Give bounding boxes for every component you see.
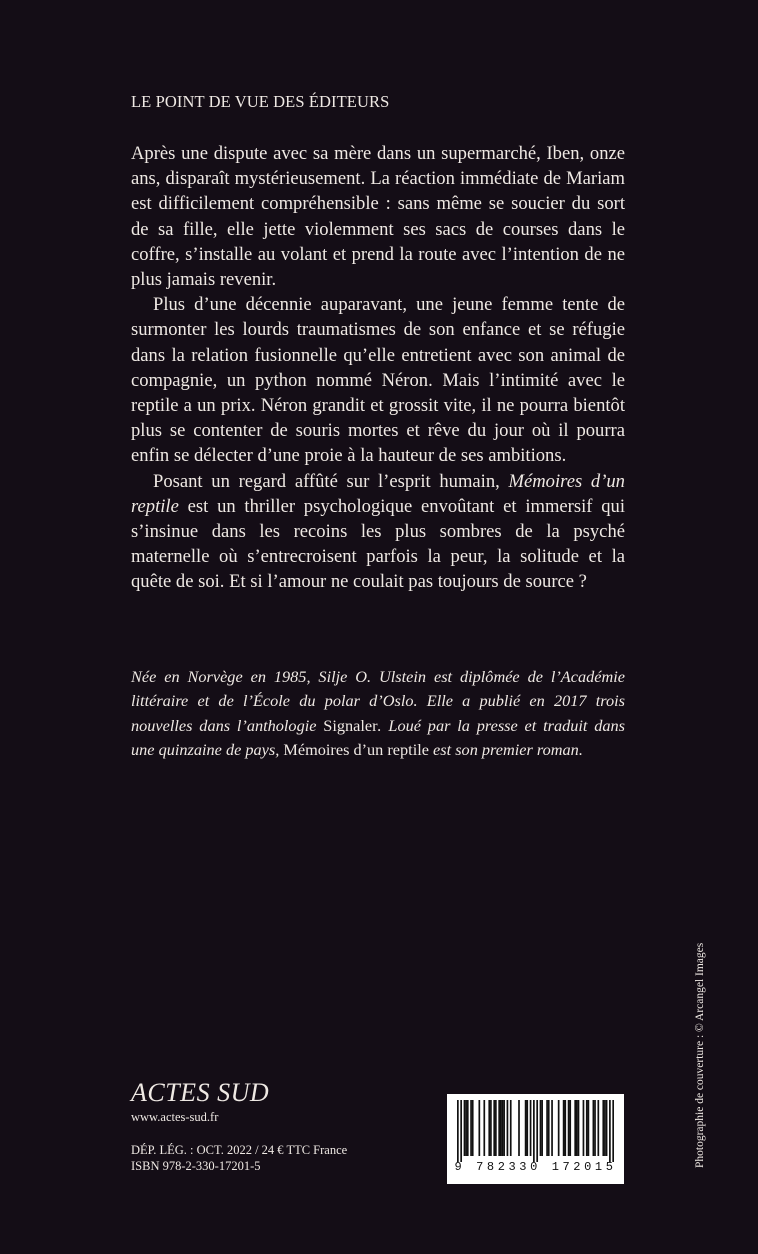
- blurb-paragraph-2: Plus d’une décennie auparavant, une jeune femme tente de surmonter les lourds traumatismes de son enfance et se réfugie dans la relation fusionnelle qu’elle entretient avec son animal de compagnie, un python nommé Néron. Mais l’intimité avec le reptile a un prix. Néron grandit et grossit vite, il ne pourra bientôt plus se contenter de souris mortes et rêve du jour où il pourra enfin se délecter d’une proie à la hauteur de ses ambitions.: [131, 294, 625, 467]
- author-bio-part-2: . Loué par la presse et traduit dans une quinzaine de pays,: [131, 715, 625, 759]
- legal-deposit: DÉP. LÉG. : OCT. 2022 / 24 € TTC France: [131, 1143, 348, 1157]
- barcode-bar: [546, 1100, 548, 1156]
- barcode-bar: [541, 1100, 543, 1156]
- barcode-bar: [564, 1100, 566, 1156]
- barcode-bar: [609, 1100, 611, 1162]
- barcode-bars: [457, 1100, 614, 1162]
- publisher-url: www.actes-sud.fr: [131, 1110, 219, 1124]
- barcode-bar: [472, 1100, 474, 1156]
- barcode-bar: [576, 1100, 578, 1156]
- barcode-bar: [507, 1100, 509, 1156]
- barcode-bar: [498, 1100, 500, 1156]
- barcode-bar: [465, 1100, 467, 1156]
- blurb-paragraph-1: Après une dispute avec sa mère dans un supermarché, Iben, onze ans, disparaît mystérieusement. La réaction immédiate de Mariam est difficilement compréhensible : sans même se soucier du sort de sa fille, elle jette violemment ses sacs de courses dans le coffre, s’installe au volant et prend la route avec l’intention de ne plus jamais revenir.: [131, 143, 625, 291]
- barcode-bar: [558, 1100, 560, 1156]
- photo-credit: Photographie de couverture : © Arcangel Images: [694, 942, 706, 1168]
- barcode-bar: [503, 1100, 505, 1156]
- barcode-bar: [612, 1100, 614, 1162]
- author-bio-part-1: Née en Norvège en 1985, Silje O. Ulstein est diplômée de l’Académie littéraire et de l’École du polar d’Oslo. Elle a publié en 2017 trois nouvelles dans l’anthologie: [131, 667, 625, 735]
- book-title: Mémoires d’un reptile: [131, 470, 625, 517]
- barcode-bar: [467, 1100, 469, 1156]
- barcode-bar: [563, 1100, 565, 1156]
- barcode-bar: [488, 1100, 490, 1156]
- barcode-bar: [510, 1100, 512, 1156]
- barcode-bar: [518, 1100, 520, 1156]
- barcode-bar: [551, 1100, 553, 1156]
- barcode-bar: [464, 1100, 466, 1156]
- barcode-bar: [574, 1100, 576, 1156]
- barcode-bar: [525, 1100, 527, 1156]
- paragraph-3-intro: Posant un regard affûté sur l’esprit humain,: [153, 470, 509, 492]
- barcode-bar: [568, 1100, 570, 1156]
- barcode-bar: [588, 1100, 590, 1156]
- barcode-bar: [530, 1100, 532, 1156]
- blurb-paragraph-3: [131, 469, 625, 595]
- publisher-logo: ACTES SUD: [131, 1078, 270, 1107]
- barcode-bar: [578, 1100, 580, 1156]
- barcode-bar: [526, 1100, 528, 1156]
- barcode-bar: [478, 1100, 480, 1156]
- blurb: [131, 141, 625, 595]
- paragraph-3-rest: est un thriller psychologique envoûtant et immersif qui s’insinue dans les recoins les plus sombres de la psyché maternelle où s’entrecroisent parfois la peur, la solitude et la quête de soi. Et si l’amour ne coulait pas toujours de source ?: [131, 495, 625, 593]
- barcode: [447, 1094, 624, 1184]
- novel-title: Mémoires d’un reptile: [283, 739, 429, 759]
- barcode-bar: [602, 1100, 604, 1156]
- legal-info: [131, 1142, 347, 1174]
- anthology-title: Signaler: [323, 715, 378, 735]
- barcode-bar: [500, 1100, 502, 1156]
- barcode-bar: [540, 1100, 542, 1156]
- barcode-bar: [604, 1100, 606, 1156]
- barcode-bar: [490, 1100, 492, 1156]
- barcode-bar: [594, 1100, 596, 1156]
- barcode-bar: [533, 1100, 535, 1162]
- barcode-bar: [586, 1100, 588, 1156]
- barcode-bar: [483, 1100, 485, 1156]
- barcode-digits: 9 782330 172015: [454, 1160, 617, 1174]
- barcode-bar: [470, 1100, 472, 1156]
- author-bio-part-3: est son premier roman.: [428, 739, 583, 759]
- barcode-bar: [548, 1100, 550, 1156]
- barcode-bar: [593, 1100, 595, 1156]
- barcode-bar: [583, 1100, 585, 1156]
- barcode-bar: [460, 1100, 462, 1162]
- barcode-bar: [495, 1100, 497, 1156]
- barcode-bar: [597, 1100, 599, 1156]
- barcode-bar: [606, 1100, 608, 1156]
- barcode-bar: [536, 1100, 538, 1162]
- barcode-bar: [457, 1100, 459, 1162]
- author-bio: [131, 665, 625, 762]
- barcode-bar: [569, 1100, 571, 1156]
- isbn: ISBN 978-2-330-17201-5: [131, 1159, 261, 1173]
- barcode-bar: [493, 1100, 495, 1156]
- barcode-bar: [502, 1100, 504, 1156]
- section-heading: LE POINT DE VUE DES ÉDITEURS: [131, 92, 390, 111]
